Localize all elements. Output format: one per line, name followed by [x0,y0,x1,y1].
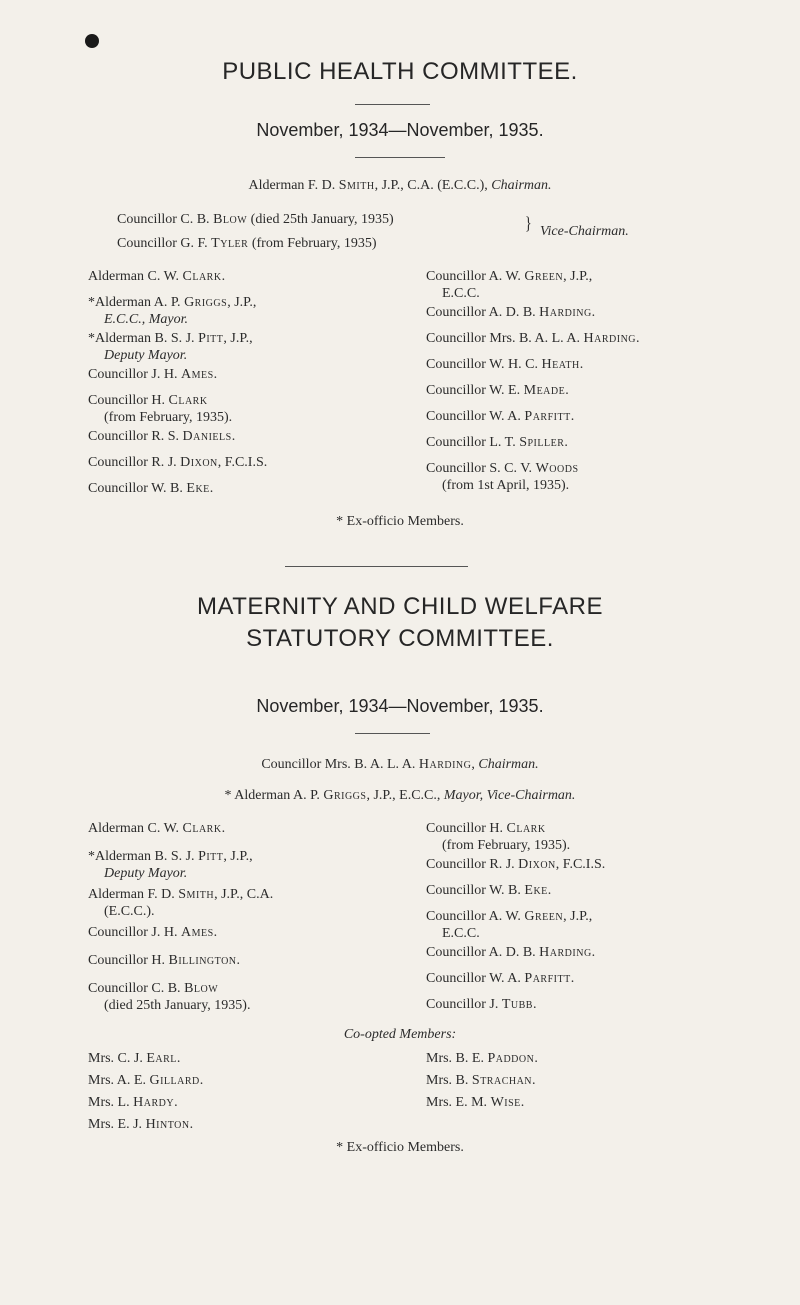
member-title: Councillor A. D. B. [426,305,540,320]
member-suffix: , J.P., [563,269,593,284]
member-detail: E.C.C. [442,926,480,941]
member-title: Mrs. B. [426,1073,472,1088]
member-title: Councillor W. B. [426,883,525,898]
member-suffix: . [213,925,218,940]
member-surname: Heath [541,357,580,372]
member-suffix: , J.P., C.A. [214,887,274,902]
member-title: *Alderman B. S. J. [88,331,199,346]
member-surname: Pitt [198,849,224,864]
phc-member [88,454,267,471]
member-suffix: . [221,269,226,284]
member-suffix: . [189,1117,194,1132]
member-detail: (E.C.C.). [104,904,155,919]
member-suffix: . [176,1051,181,1066]
member-surname: Harding [539,945,592,960]
member-suffix: . [236,953,241,968]
member-surname: Clark [506,821,546,836]
mcw-member [88,980,250,1014]
member-detail: (from February, 1935). [442,838,571,853]
member-suffix: . [591,305,596,320]
member-surname: Green [524,909,564,924]
mcw-period: November, 1934—November, 1935. [256,696,544,716]
member-surname: Parfitt [524,409,571,424]
phc-member [426,460,579,494]
member-surname: Parfitt [524,971,571,986]
member-detail: (died 25th January, 1935). [104,998,251,1013]
member-surname: Meade [523,383,566,398]
member-title: Councillor C. B. [88,981,185,996]
member-title: Councillor A. W. [426,269,525,284]
phc-member [426,434,568,451]
member-suffix: , J.P., [563,909,593,924]
member-detail: (from 1st April, 1935). [442,478,570,493]
member-surname: Paddon [487,1051,535,1066]
member-detail: (from February, 1935). [104,410,233,425]
period-rule [355,157,445,158]
member-title: Mrs. E. J. [88,1117,146,1132]
member-title: Alderman F. D. [88,887,179,902]
mcw-vice-chairman: * Alderman A. P. Griggs, J.P., E.C.C., Mayor, Vice-Chairman. [224,788,576,803]
member-suffix: . [520,1095,525,1110]
member-surname: Strachan [471,1073,533,1088]
member-surname: Smith [178,887,215,902]
member-title: Councillor A. D. B. [426,945,540,960]
member-surname: Eke [186,481,210,496]
member-title: Mrs. L. [88,1095,134,1110]
member-detail: Deputy Mayor. [104,866,188,881]
mcw-chairman: Councillor Mrs. B. A. L. A. Harding, Chairman. [261,757,539,772]
member-suffix: . [570,971,575,986]
member-surname: Spiller [519,435,565,450]
member-detail: E.C.C., Mayor. [104,312,188,327]
mcw-member [426,970,574,987]
member-suffix: , J.P., [223,849,253,864]
member-title: *Alderman B. S. J. [88,849,199,864]
coopted-member [426,1072,536,1089]
member-suffix: . [565,383,569,398]
mcw-title-line-2: STATUTORY COMMITTEE. [246,625,554,652]
member-title: Mrs. C. J. [88,1051,147,1066]
member-title: Mrs. B. E. [426,1051,488,1066]
member-surname: Daniels [182,429,232,444]
member-title: *Alderman A. P. [88,295,185,310]
phc-member [88,294,256,328]
phc-member [426,356,583,373]
member-suffix: . [591,945,596,960]
member-surname: Tubb [501,997,533,1012]
coopted-member [88,1094,178,1111]
member-suffix: . [174,1095,178,1110]
member-surname: Woods [535,461,579,476]
member-surname: Harding [539,305,592,320]
member-title: Councillor W. A. [426,971,525,986]
member-title: Councillor S. C. V. [426,461,536,476]
member-suffix: , J.P., [227,295,257,310]
mcw-footnote: * Ex-officio Members. [336,1140,464,1155]
member-surname: Ames [180,367,214,382]
coopted-member [88,1116,193,1133]
member-surname: Pitt [198,331,224,346]
member-title: Councillor W. B. [88,481,187,496]
member-surname: Hardy [133,1095,175,1110]
phc-member [88,330,253,364]
member-title: Councillor R. S. [88,429,183,444]
coopted-member [426,1050,538,1067]
member-surname: Ames [180,925,214,940]
title-rule [355,104,430,105]
member-surname: Green [524,269,564,284]
member-suffix: . [547,883,552,898]
member-title: Alderman C. W. [88,821,183,836]
member-suffix: . [532,1073,536,1088]
member-suffix: . [231,429,236,444]
phc-member [88,366,217,383]
member-suffix: , J.P., [223,331,253,346]
member-surname: Harding [583,331,637,346]
coopted-member [426,1094,524,1111]
member-surname: Clark [168,393,208,408]
mcw-member [426,996,536,1013]
member-surname: Clark [182,269,222,284]
mcw-member [88,952,240,969]
member-title: Councillor H. [88,393,169,408]
member-title: Councillor H. [426,821,507,836]
member-title: Alderman C. W. [88,269,183,284]
phc-member [88,392,232,426]
member-title: Councillor J. H. [88,925,181,940]
ink-blot [85,34,99,48]
section-divider [285,566,468,567]
member-surname: Billington [168,953,237,968]
public-health-title: PUBLIC HEALTH COMMITTEE. [222,58,578,85]
member-detail: Deputy Mayor. [104,348,188,363]
member-suffix: . [564,435,568,450]
member-title: Councillor A. W. [426,909,525,924]
member-title: Mrs. A. E. [88,1073,150,1088]
vice-chairman-brace: } [525,214,532,235]
coopted-member [88,1072,203,1089]
mcw-member [426,944,595,961]
phc-vice-chairman-2: Councillor G. F. Tyler (from February, 1935) [117,236,377,251]
member-title: Councillor Mrs. B. A. L. A. [426,331,584,346]
mcw-member [88,848,253,882]
mcw-member [426,820,570,854]
phc-footnote: * Ex-officio Members. [336,514,464,529]
public-health-period: November, 1934—November, 1935. [256,120,544,140]
member-title: Councillor R. J. [426,857,519,872]
member-title: Councillor H. [88,953,169,968]
coopted-member [88,1050,180,1067]
mcw-coopted-heading: Co-opted Members: [343,1027,457,1042]
phc-member [426,304,595,321]
phc-vice-chairman-1: Councillor C. B. Blow (died 25th January, 1935) [117,212,394,227]
mcw-period-rule [355,733,430,734]
mcw-title-line-1: MATERNITY AND CHILD WELFARE [196,593,603,620]
phc-member [426,408,574,425]
mcw-member [88,886,273,920]
member-suffix: , F.C.I.S. [555,857,606,872]
member-surname: Blow [184,981,219,996]
member-detail: E.C.C. [442,286,480,301]
member-title: Councillor W. E. [426,383,524,398]
member-suffix: . [636,331,640,346]
member-surname: Wise [490,1095,521,1110]
member-surname: Eke [524,883,548,898]
phc-member [88,428,235,445]
member-suffix: . [570,409,575,424]
member-title: Mrs. E. M. [426,1095,491,1110]
member-suffix: . [209,481,214,496]
member-surname: Dixon [518,857,556,872]
mcw-member [88,924,217,941]
member-surname: Hinton [145,1117,190,1132]
phc-member [426,382,569,399]
member-surname: Clark [182,821,222,836]
phc-chairman: Alderman F. D. Smith, J.P., C.A. (E.C.C.), Chairman. [248,178,552,193]
member-suffix: . [199,1073,204,1088]
phc-member [88,480,213,497]
member-surname: Griggs [184,295,228,310]
member-suffix: . [221,821,226,836]
member-suffix: . [213,367,218,382]
member-surname: Dixon [180,455,218,470]
member-suffix: . [534,1051,538,1066]
member-title: Councillor L. T. [426,435,520,450]
member-title: Councillor W. H. C. [426,357,542,372]
mcw-member [426,856,605,873]
mcw-member [426,882,551,899]
member-suffix: , F.C.I.S. [217,455,268,470]
member-title: Councillor W. A. [426,409,525,424]
phc-vice-chairman-role: Vice-Chairman. [540,224,629,239]
member-surname: Gillard [149,1073,200,1088]
member-title: Councillor J. [426,997,502,1012]
phc-member [88,268,225,285]
phc-member [426,330,640,347]
mcw-member [88,820,225,837]
member-suffix: . [579,357,584,372]
member-surname: Earl [146,1051,177,1066]
member-title: Councillor R. J. [88,455,181,470]
mcw-member [426,908,592,942]
member-suffix: . [532,997,537,1012]
phc-member [426,268,592,302]
member-title: Councillor J. H. [88,367,181,382]
